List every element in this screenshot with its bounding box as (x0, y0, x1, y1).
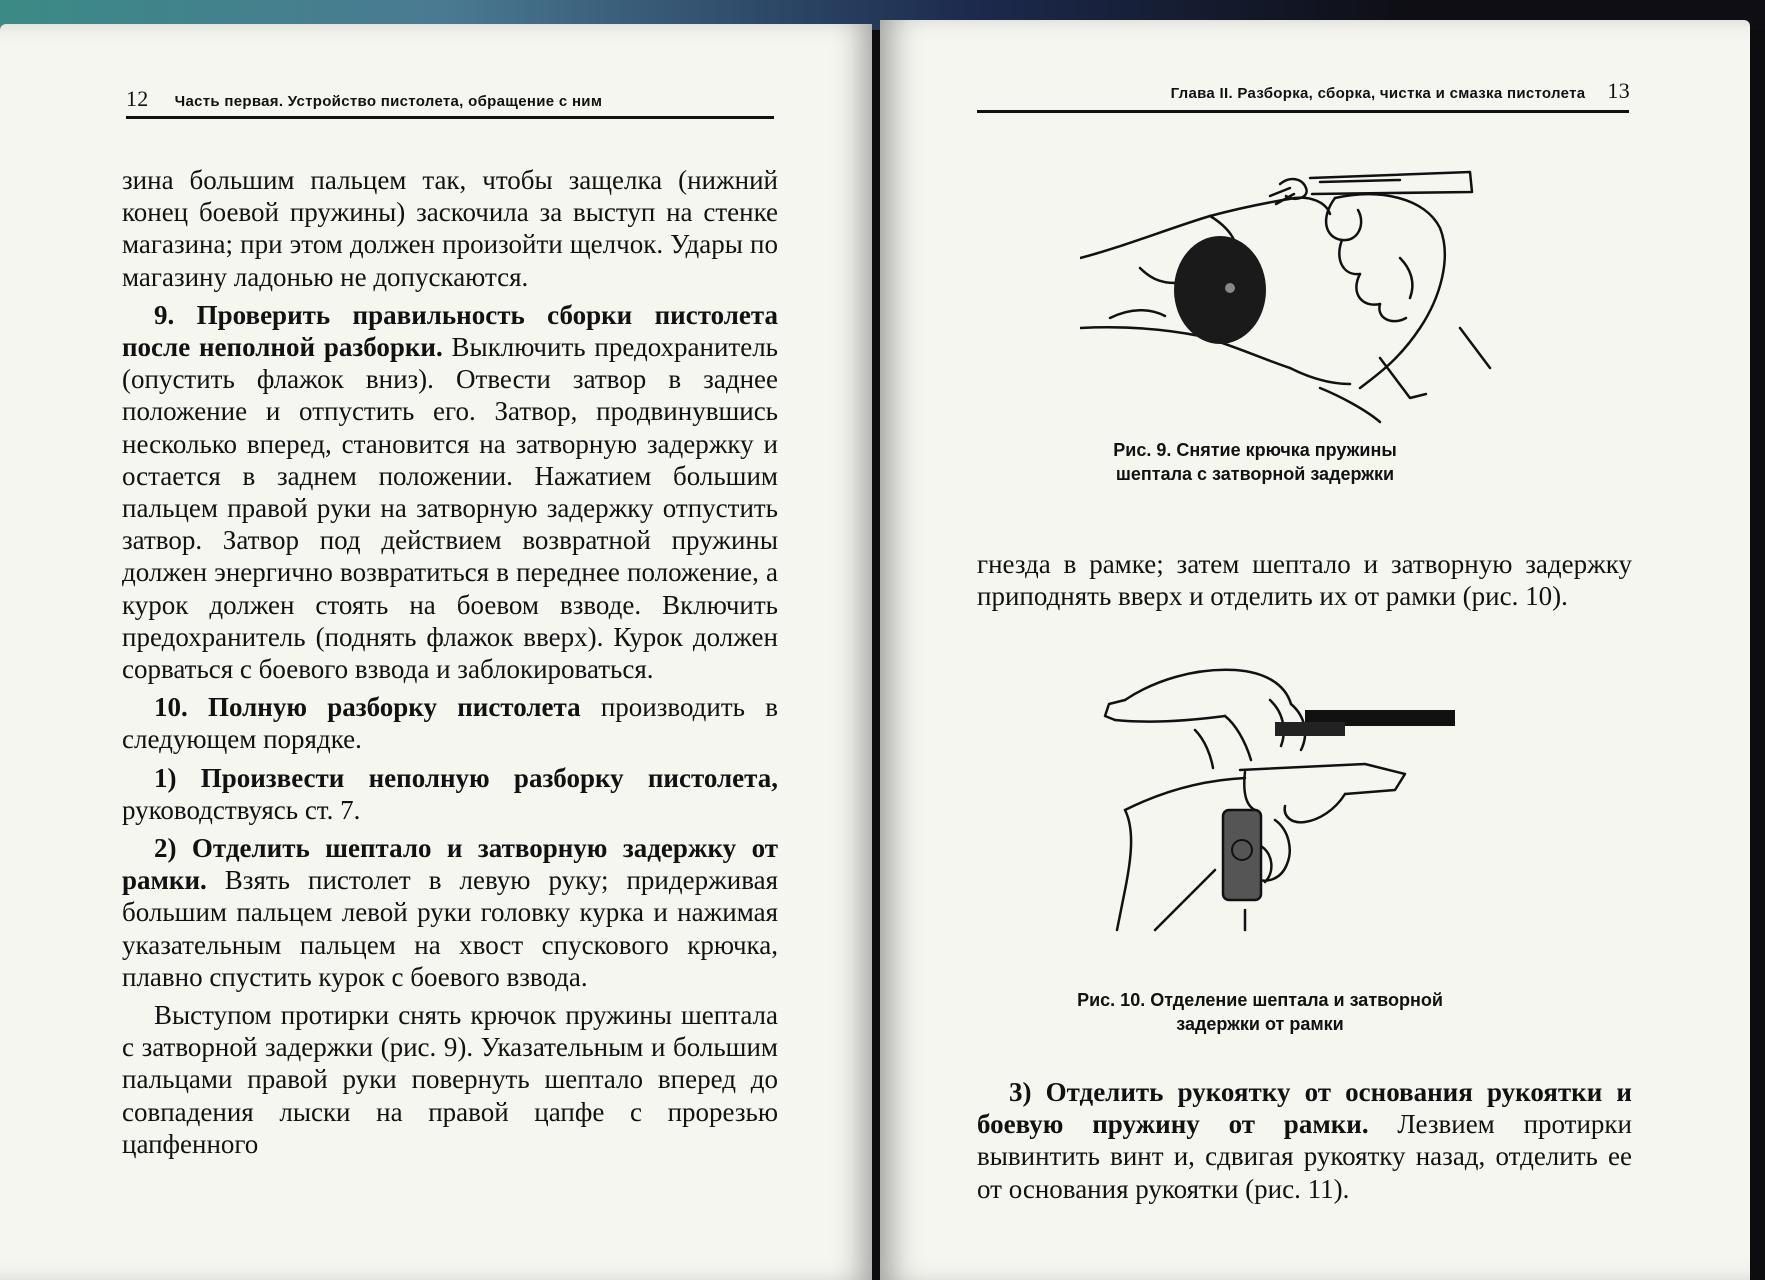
figure-9-drawing (1080, 158, 1500, 428)
paragraph (122, 832, 778, 993)
paragraph-text: Взять пистолет в левую руку; придерживая большим пальцем левой руки головку курка и нажимая указательным пальцем на хвост спускового крючка, плавно спустить курок с боевого взвода. (122, 865, 778, 992)
paragraph-text: зина большим пальцем так, чтобы защелка (нижний конец боевой пружины) заскочила за выступ на стенке магазина; при этом должен произойти щелчок. Удары по магазину ладонью не допускаются. (122, 165, 778, 292)
pistol-grip-shape (1174, 236, 1266, 344)
left-page (0, 24, 872, 1280)
figure-10-caption: Рис. 10. Отделение шептала и затворной задержки от рамки (1077, 990, 1443, 1034)
paragraph (122, 762, 778, 826)
paragraph (977, 1076, 1632, 1205)
paragraph-text: Выключить предохранитель (опустить флажок вниз). Отвести затвор в заднее положение и отпустить его. Затвор, продвинувшись несколько вперед, становится на затворную задержку и остается в заднем положении. Нажатием большим пальцем правой руки на затворную задержку отпустить затвор. Затвор под действием возвратной пружины должен энергично возвратиться в переднее положение, а курок должен стоять на боевом взводе. Включить предохранитель (поднять флажок вверх). Курок должен сорваться с боевого взвода и заблокироваться. (122, 332, 778, 685)
paragraph-bold: 3) Отделить рукоятку от основания рукоятки и боевую пружину от рамки. (977, 1077, 1632, 1140)
left-header-rule (126, 116, 774, 119)
right-body-text-1 (977, 548, 1632, 618)
figure-10-drawing (1095, 660, 1505, 960)
left-page-number: 12 (126, 86, 149, 111)
figure-9-illustration (1080, 158, 1500, 428)
figure-9-caption: Рис. 9. Снятие крючка пружины шептала с затворной задержки (1113, 440, 1397, 484)
paragraph-bold: 9. Проверить правильность сборки пистолета после неполной разборки. (122, 299, 778, 363)
right-running-head (980, 78, 1630, 104)
paragraph-text: руководствуясь ст. 7. (122, 794, 361, 825)
pistol-grip-panel (1223, 810, 1261, 900)
right-header-rule (977, 110, 1629, 113)
paragraph (122, 691, 778, 755)
left-running-head-text: Часть первая. Устройство пистолета, обращение с ним (174, 93, 603, 110)
paragraph-bold: 1) Произвести неполную разборку пистолета, (154, 762, 778, 793)
paragraph-text: Лезвием протирки вывинтить винт и, сдвигая рукоятку назад, отделить ее от основания рукоятки (рис. 11). (977, 1109, 1632, 1204)
paragraph (122, 999, 778, 1160)
paragraph-bold: 2) Отделить шептало и затворную задержку от рамки. (122, 833, 778, 896)
right-page (880, 20, 1750, 1280)
figure-10-illustration (1095, 660, 1505, 960)
paragraph-bold: 10. Полную разборку пистолета (154, 692, 581, 723)
paragraph (122, 164, 778, 293)
paragraph: гнезда в рамке; затем шептало и затворную задержку приподнять вверх и отделить их от рамки (рис. 10). (977, 549, 1632, 612)
paragraph (122, 299, 778, 685)
right-page-number: 13 (1607, 78, 1630, 103)
paragraph-text: Выступом протирки снять крючок пружины шептала с затворной задержки (рис. 9). Указательным и большим пальцами правой руки повернуть шептало вперед до совпадения лыски на правой цапфе с прорезью цапфенного (122, 1000, 778, 1159)
left-running-head (126, 86, 776, 112)
left-body-text (122, 164, 778, 1166)
right-body-text-2 (977, 1076, 1632, 1211)
paragraph-text: производить в следующем порядке. (122, 692, 778, 755)
right-running-head-text: Глава II. Разборка, сборка, чистка и смазка пистолета (1170, 85, 1586, 102)
